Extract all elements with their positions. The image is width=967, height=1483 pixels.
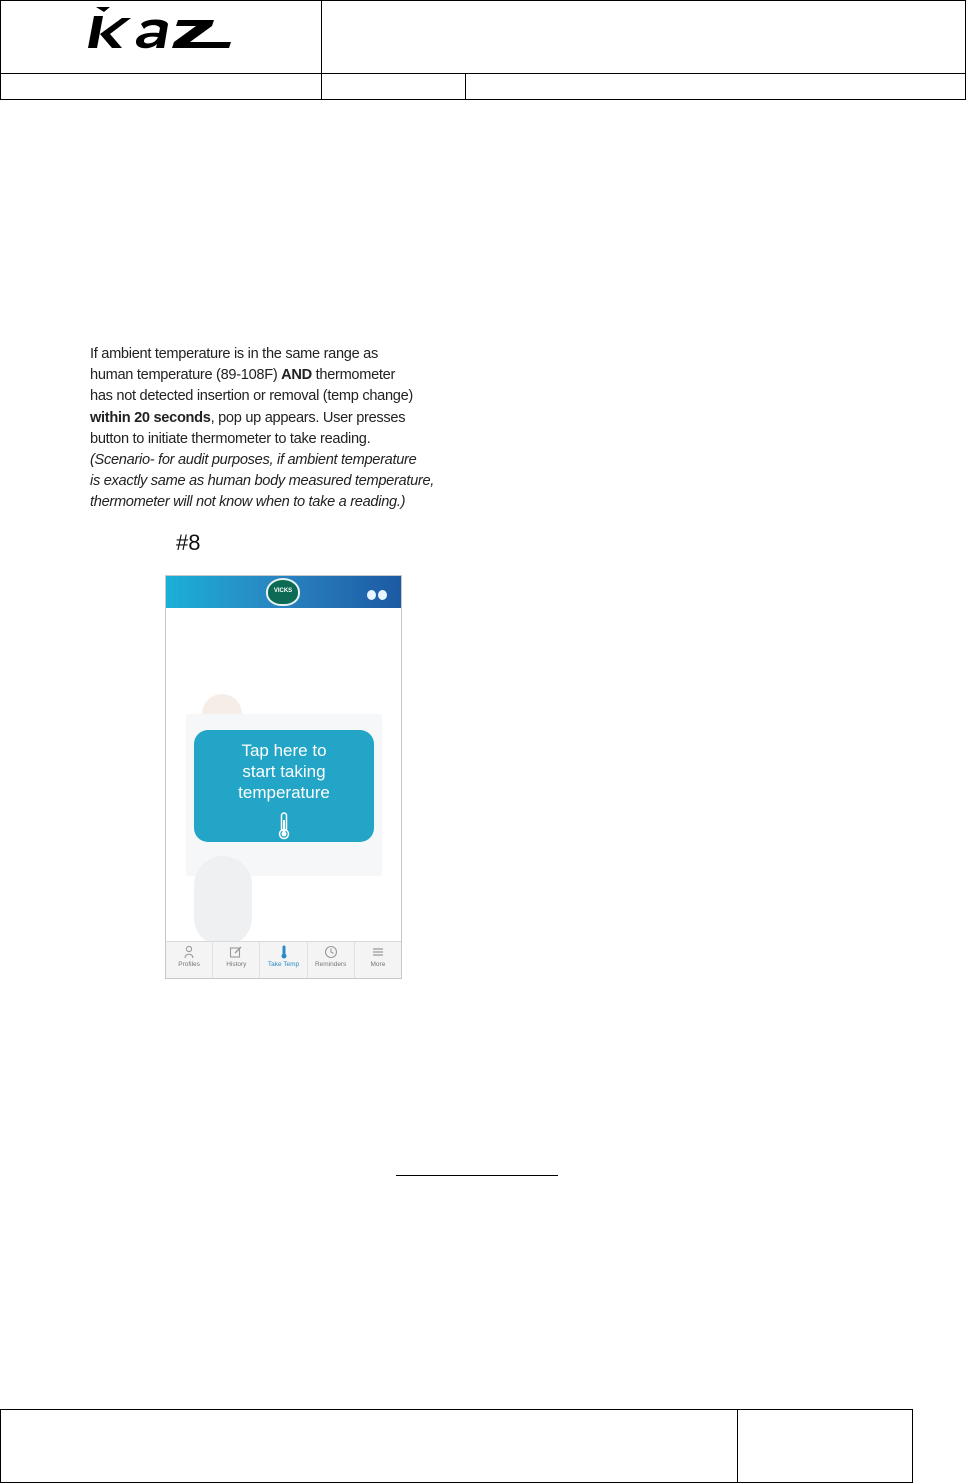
menu-icon (371, 945, 385, 959)
popup-text: Tap here to start taking temperature (238, 741, 330, 802)
connection-status-icon (365, 587, 387, 605)
header-title-cell (321, 0, 966, 74)
tab-profiles[interactable] (166, 942, 213, 978)
desc-italic: is exactly same as human body measured temperature, (90, 473, 435, 490)
tab-label: Take Temp (267, 961, 300, 968)
edit-icon (229, 945, 243, 959)
tab-label: Reminders (314, 961, 347, 968)
desc-line (90, 471, 490, 492)
desc-line: has not detected insertion or removal (temp change) (90, 388, 413, 405)
tab-label: Profiles (178, 961, 200, 968)
underlined-link[interactable] (396, 1175, 558, 1176)
thermometer-icon (277, 945, 291, 959)
thermometer-bulb-faded (194, 856, 252, 946)
screen-number-label: #8 (176, 530, 201, 555)
clock-icon (324, 945, 338, 959)
tab-label: History (226, 961, 247, 968)
vicks-logo-text: VICKS (273, 588, 293, 594)
desc-text: thermometer (311, 367, 396, 384)
desc-line (90, 492, 490, 513)
thermometer-icon (277, 812, 291, 840)
start-temperature-popup[interactable] (194, 730, 374, 842)
footer-page-cell (737, 1409, 913, 1483)
person-icon (182, 945, 196, 959)
tab-label: More (370, 961, 386, 968)
app-header-bar (166, 576, 401, 608)
vicks-logo (266, 578, 300, 606)
desc-bold: AND (281, 367, 312, 384)
header-row2-cell-2 (321, 73, 466, 100)
desc-line (90, 408, 490, 429)
scenario-description (90, 344, 490, 514)
take-temp-screen (166, 608, 401, 944)
tab-more[interactable] (355, 942, 401, 978)
tab-take-temp[interactable] (260, 942, 307, 978)
desc-line: If ambient temperature is in the same range as (90, 346, 378, 362)
bottom-tab-bar (166, 941, 401, 978)
tab-reminders[interactable] (308, 942, 355, 978)
kaz-logo (86, 4, 236, 54)
header-row2-cell-3 (465, 73, 966, 100)
desc-text: human temperature (89-108F) (90, 367, 282, 384)
desc-line (90, 450, 490, 471)
desc-italic: thermometer will not know when to take a reading.) (90, 494, 406, 511)
document-header (0, 0, 966, 100)
footer-main-cell (0, 1409, 738, 1483)
desc-line (90, 365, 490, 386)
desc-text: , pop up appears. User presses (210, 409, 406, 426)
tab-history[interactable] (213, 942, 260, 978)
desc-bold: within 20 seconds (90, 409, 211, 426)
desc-italic: (Scenario- for audit purposes, if ambient temperature (90, 452, 417, 469)
desc-line: button to initiate thermometer to take reading. (90, 430, 371, 447)
header-row2-cell-1 (0, 73, 322, 100)
phone-screenshot (165, 575, 402, 979)
